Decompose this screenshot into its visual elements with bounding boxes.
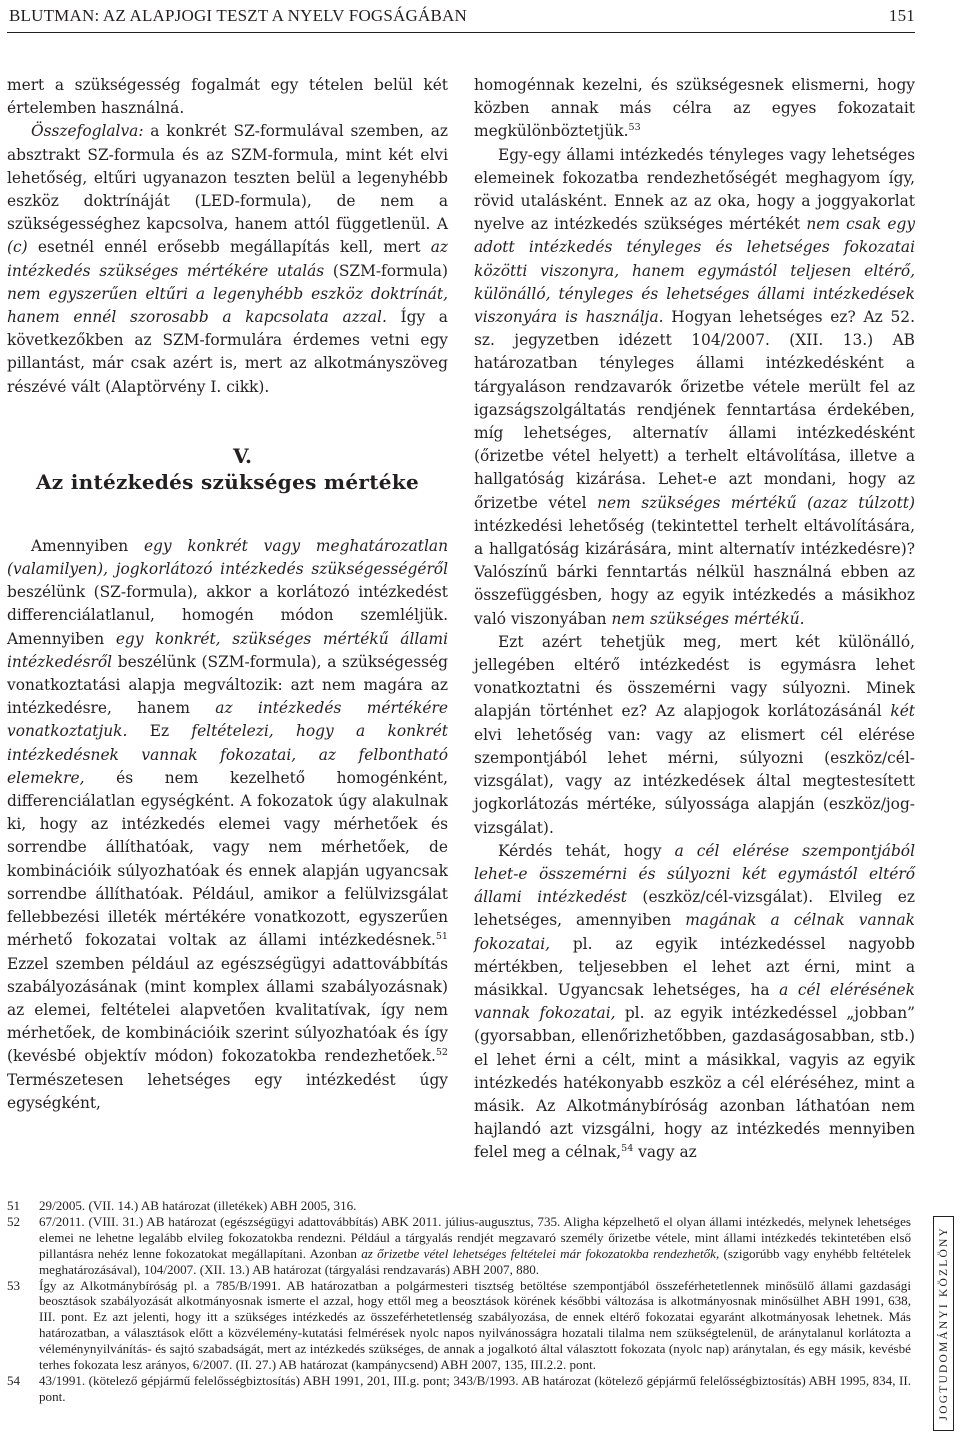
paragraph: Összefoglalva: a konkrét SZ-formulával szemben, az absztrakt SZ-formula és az SZM-formula, mint két elvi lehetőség, eltűri ugyanazon teszten belül a legenyhébb eszköz doktrínáját (LED-formula), de nem a szükségességhez kapcsolva, hanem attól függetlenül. A (c) esetnél ennél erősebb megállapítás kell, mert az intézkedés szükséges mértékére utalás (SZM-formula) nem egyszerűen eltűri a legenyhébb eszköz doktrínát, hanem ennél szorosabb a kapcsolata azzal. Így a következőkben az SZM-formulára érdemes vetni egy pillantást, már csak azért is, mert az alkotmányszöveg részévé vált (Alaptörvény I. cikk).: [7, 122, 448, 396]
footnote-text: Így az Alkotmánybíróság pl. a 785/B/1991. AB határozatban a polgármesteri tisztség betöltése szempontjából összeférhetetlennek minősülő állami gazdasági beosztások szabályozását alkotmányosnak ismerte el azzal, hogy ettől meg a beosztások körének későbbi változása is alkotmányosnak minősülhet ABH 1991, 638, III. pont. Ez azt jelenti, hogy itt a szükséges intézkedés az összeférhetetlenség szabályozása, de ennek eltérő fokozatai egyaránt alkotmányosak lehetnek. Más határozatban, a választások előtt a közvélemény-kutatási felmérések nyolc napos nyilvánosságra hozatali tilalma nem szükségtelenül, de aránytalanul korlátozta a véleménynyilvánítás- és sajtó szabadságát, mert az intézkedés szükséges, de annak a jogalkotó által választott fokozata (nyolc nap) aránytalan, és egy másik, kevésbé terhes fokozata lesz arányos, 6/2007. (II. 27.) AB határozat (kampánycsend) ABH 2007, 135, III.2.2. pont.: [39, 1277, 911, 1373]
emphasis: (c): [7, 238, 28, 257]
section-number: V.: [233, 443, 252, 468]
journal-tab: [933, 1216, 954, 1431]
running-head: [9, 6, 915, 26]
footnote-ref: 52: [435, 1047, 448, 1059]
footnote-ref: 53: [628, 122, 641, 134]
emphasis: Összefoglalva:: [31, 122, 144, 141]
emphasis: magának a célnak vannak fokozatai,: [474, 911, 915, 953]
paragraph: homogénnak kezelni, és szükségesnek elismerni, hogy közben annak más célra az egyes fokozatait megkülönböztetjük.$^{53}$: [474, 76, 915, 141]
emphasis: egy konkrét vagy meghatározatlan (valamilyen), jogkorlátozó intézkedés szükségességéről: [7, 536, 448, 579]
journal-name: JOGTUDOMÁNYI KÖZLÖNY: [937, 1226, 950, 1421]
footnote-text: 67/2011. (VIII. 31.) AB határozat (egészségügyi adattovábbítás) ABK 2011. július-augusztus, 735. Aligha képzelhető el olyan állami intézkedés, melynek lehetséges elemei ne lehetne legalább elvileg fokozatokba rendezni. Például a tárgyalás rendjét megzavaró személy őrizetbe vétele, mint állami intézkedés tekintetében első pillantásra nehéz lenne fokozatokat megállapítani. Azonban az őrizetbe vétel lehetséges feltételei már fokozatokba rendezhetők, (szigorúbb vagy enyhébb feltételek meghatározásával), 104/2007. (XII. 13.) AB határozat (tárgyalási rendzavarás) ABH 2007, 880.: [39, 1213, 912, 1277]
emphasis: az őrizetbe vétel lehetséges feltételei már fokozatokba rendezhetők,: [361, 1245, 720, 1261]
paragraph: Amennyiben egy konkrét vagy meghatározatlan (valamilyen), jogkorlátozó intézkedés szükségességéről beszélünk (SZ-formula), akkor a korlátozó intézkedést differenciálatlanul, homogén módon szemléljük. Amennyiben egy konkrét, szükséges mértékű állami intézkedésről beszélünk (SZM-formula), a szükségesség vonatkoztatási alapja megváltozik: azt nem magára az intézkedésre, hanem az intézkedés mértékére vonatkoztatjuk. Ez feltételezi, hogy a konkrét intézkedésnek vannak fokozatai, az felbontható elemekre, és nem kezelhető homogénként, differenciálatlan egységként. A fokozatok úgy alakulnak ki, hogy az intézkedés elemei vagy mérhetőek és sorrendbe állíthatóak, vagy nem mérhetőek, de kombinációik súlyozhatóak és ennek alapján ugyancsak sorrendbe állíthatóak. Például, amikor a felülvizsgálat fellebbezési illeték mértékére vonatkozott, egyszerűen mérhető fokozatai voltak az állami intézkedésnek.$^{51}$ Ezzel szemben például az egészségügyi adattovábbítás szabályozásának (mint komplex állami szabályozásnak) az elemei, feltételei alapvetően kvalitatívak, így nem mérhetőek, de kombinációik szerint súlyozhatóak és így (kevésbé objektív módon) fokozatokba rendezhetőek.$^{52}$ Természetesen lehetséges egy intézkedést úgy egységként,: [7, 536, 449, 1112]
left-column: [7, 74, 448, 1115]
paragraph: Egy-egy állami intézkedés tényleges vagy lehetséges elemeinek fokozatba rendezhetőségét meghagyom így, rövid utalásként. Ennek az az oka, hogy a joggyakorlat nyelve az intézkedés szükséges mértékét nem csak egy adott intézkedés tényleges és lehetséges fokozatai közötti viszonyra, hanem egymástól teljesen eltérő, különálló, tényleges és lehetséges állami intézkedések viszonyára is használja. Hogyan lehetséges ez? Az 52. sz. jegyzetben idézett 104/2007. (XII. 13.) AB határozatban tényleges állami intézkedésként a tárgyaláson rendzavarók őrizetbe vétele merült fel az igazságszolgáltatás rendjének fenntartása érdekében, míg lehetséges, alternatív állami intézkedésként (őrizetbe vétel helyett) a terhelt eltávolítása, illetve a hallgatóság kizárása. Lehet-e azt mondani, hogy az őrizetbe vétel nem szükséges mértékű (azaz túlzott) intézkedési lehetőség (tekintettel terhelt eltávolítására, a hallgatóság kizárására, mint alternatív intézkedésre)? Valószínű bárki fenntartás nélkül használná ebben az összefüggésben, hogy az egyik intézkedés a másikhoz való viszonyában nem szükséges mértékű.: [474, 145, 916, 628]
emphasis: nem szükséges mértékű (azaz túlzott): [597, 493, 915, 512]
footnote-number: 51: [7, 1198, 21, 1213]
section-title: Az intézkedés szükséges mértéke: [35, 469, 419, 494]
page-number: 151: [888, 6, 915, 25]
emphasis: a cél elérése szempontjából lehet-e összemérni és súlyozni két egymástól eltérő állami intézkedést: [474, 841, 915, 907]
footnote-number: 53: [7, 1277, 21, 1293]
footnote-number: 54: [7, 1372, 21, 1388]
header-rule: [7, 32, 915, 33]
emphasis: nem egyszerűen eltűri a legenyhébb eszköz doktrínát, hanem ennél szorosabb a kapcsolata azzal.: [7, 284, 448, 327]
emphasis: feltételezi, hogy a konkrét intézkedésnek vannak fokozatai, az felbontható elemekre,: [7, 722, 448, 787]
emphasis: nem szükséges mértékű.: [611, 609, 805, 628]
footnote: [7, 1198, 911, 1214]
emphasis: a cél elérésének vannak fokozatai,: [474, 980, 915, 1023]
emphasis: az intézkedés szükséges mértékére utalás: [7, 238, 448, 280]
running-title: BLUTMAN: AZ ALAPJOGI TESZT A NYELV FOGSÁGÁBAN: [9, 6, 467, 25]
emphasis: az intézkedés mértékére vonatkoztatjuk.: [7, 699, 448, 741]
footnote: [7, 1373, 911, 1405]
footnote: [7, 1278, 911, 1373]
emphasis: nem csak egy adott intézkedés tényleges és lehetséges fokozatai közötti viszonyra, hanem egymástól teljesen eltérő, különálló, tényleges és lehetséges állami intézkedések viszonyára is használja.: [474, 215, 916, 327]
emphasis: két: [890, 702, 915, 721]
footnote-text: 29/2005. (VII. 14.) AB határozat (illetékek) ABH 2005, 316.: [39, 1198, 357, 1213]
emphasis: egy konkrét, szükséges mértékű állami intézkedésről: [7, 629, 449, 671]
paragraph: mert a szükségesség fogalmát egy tételen belül két értelemben használná.: [7, 76, 448, 118]
footnotes: [7, 1198, 911, 1405]
footnote-number: 52: [7, 1213, 21, 1229]
footnote-text: 43/1991. (kötelező gépjármű felelősségbiztosítás) ABH 1991, 201, III.g. pont; 343/B/1993. AB határozat (kötelező gépjármű felelősségbiztosítás) ABH 1995, 834, II. pont.: [39, 1372, 911, 1404]
paragraph: Kérdés tehát, hogy a cél elérése szempontjából lehet-e összemérni és súlyozni két egymástól eltérő állami intézkedést (eszköz/cél-vizsgálat). Elvileg ez lehetséges, amennyiben magának a célnak vannak fokozatai, pl. az egyik intézkedéssel nagyobb mértékben, teljesebben el lehet azt érni, mint a másikkal. Ugyancsak lehetséges, ha a cél elérésének vannak fokozatai, pl. az egyik intézkedéssel „jobban” (gyorsabban, ellenőrizhetőbben, gazdaságosabban, stb.) el lehet érni a célt, mint a másikkal, vagyis az egyik intézkedés hatékonyabb eszköz a cél eléréséhez, mint a másik. Az Alkotmánybíróság azonban láthatóan nem hajlandó azt vizsgálni, hogy az intézkedés mennyiben felel meg a célnak,$^{54}$ vagy az: [474, 841, 915, 1162]
footnote-ref: 51: [435, 931, 448, 943]
right-column: [474, 74, 915, 1165]
paragraph: Ezt azért tehetjük meg, mert két különálló, jellegében eltérő intézkedést is egymásra lehet vonatkoztatni és összemérni vagy súlyozni. Minek alapján történhet ez? Az alapjogok korlátozásánál két elvi lehetőség van: vagy az elismert cél elérése szempontjából lehet mérni, súlyozni (eszköz/cél-vizsgálat), vagy az intézkedések által megtestesített jogkorlátozás mértéke, súlyossága alapján (eszköz/jog-vizsgálat).: [474, 632, 915, 837]
section-heading: [7, 443, 448, 495]
footnote: [7, 1214, 911, 1278]
footnote-ref: 54: [621, 1143, 634, 1155]
